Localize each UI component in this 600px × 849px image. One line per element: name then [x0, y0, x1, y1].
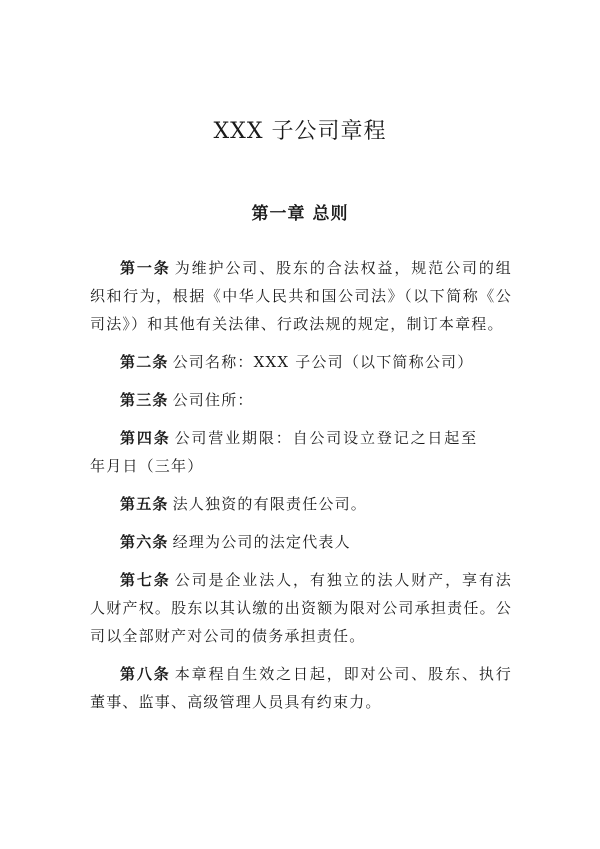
- article-text-continued: 年月日（三年）: [90, 457, 204, 475]
- article-5: [90, 490, 512, 518]
- article-text: 经理为公司的法定代表人: [172, 533, 351, 551]
- article-4: [90, 424, 512, 480]
- article-8: [90, 660, 512, 716]
- article-text: 公司是企业法人，有独立的法人财产，享有法人财产权。股东以其认缴的出资额为限对公司承担责任。公司以全部财产对公司的债务承担责任。: [90, 571, 512, 645]
- article-7: [90, 566, 512, 650]
- article-1: [90, 254, 512, 338]
- document-title: XXX 子公司章程: [213, 119, 387, 144]
- article-label: 第一条: [120, 259, 171, 277]
- chapter-heading: 第一章 总则: [251, 204, 349, 224]
- article-2: [90, 348, 512, 376]
- article-text: 公司住所：: [172, 391, 254, 409]
- article-label: 第三条: [120, 391, 169, 409]
- article-3: [90, 386, 512, 414]
- article-label: 第四条: [120, 429, 171, 447]
- article-label: 第五条: [120, 495, 169, 513]
- article-text: 为维护公司、股东的合法权益，规范公司的组织和行为，根据《中华人民共和国公司法》（以下简称《公司法》）和其他有关法律、行政法规的规定，制订本章程。: [90, 259, 512, 333]
- article-6: [90, 528, 512, 556]
- article-text: 法人独资的有限责任公司。: [172, 495, 368, 513]
- document-body: [90, 254, 512, 726]
- article-label: 第七条: [120, 571, 171, 589]
- article-label: 第六条: [120, 533, 169, 551]
- article-label: 第二条: [120, 353, 169, 371]
- article-label: 第八条: [120, 665, 171, 683]
- article-text: 本章程自生效之日起，即对公司、股东、执行董事、监事、高级管理人员具有约束力。: [90, 665, 512, 711]
- article-text: 公司营业期限：自公司设立登记之日起至: [174, 429, 478, 447]
- article-text: 公司名称：XXX 子公司（以下简称公司）: [172, 353, 474, 371]
